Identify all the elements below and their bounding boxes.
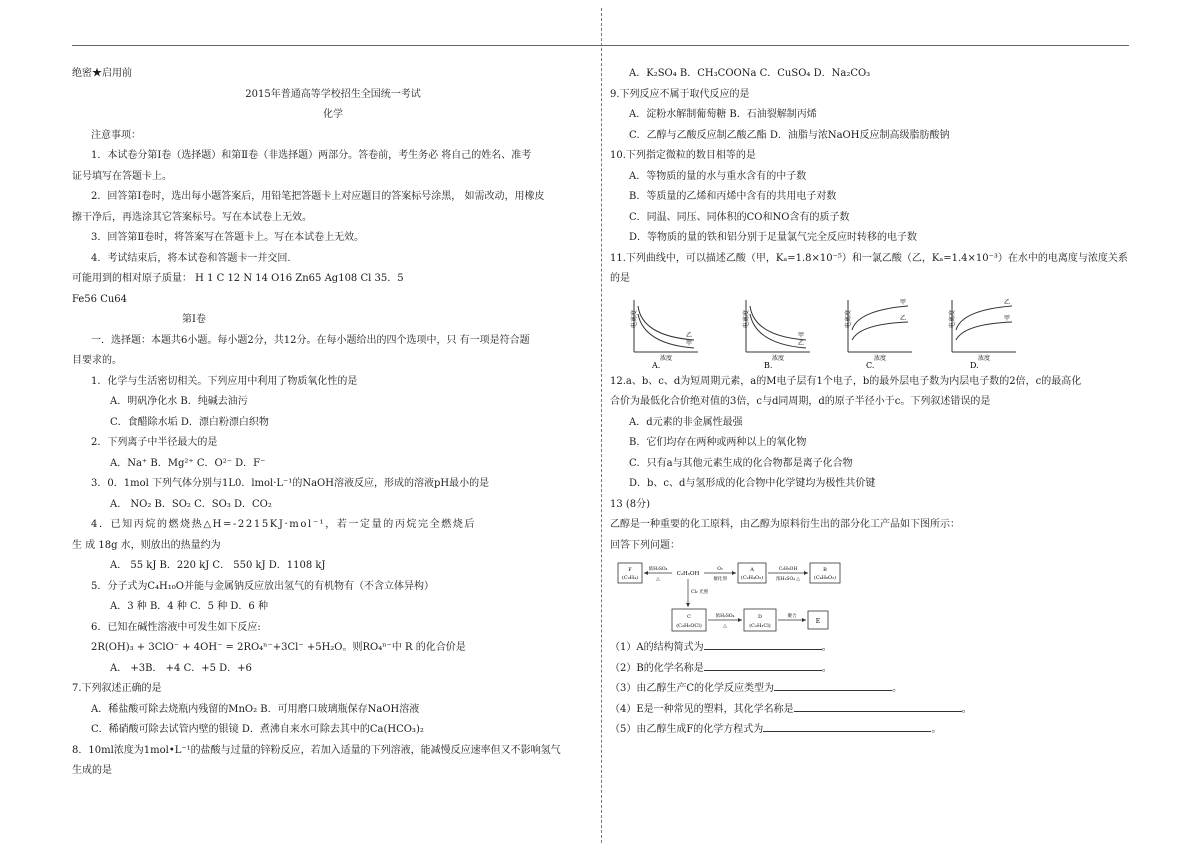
question-11-graphs [610, 296, 1130, 370]
answer-blank-3 [774, 680, 892, 691]
notes-title: 注意事项： [91, 129, 141, 141]
period: 。 [892, 683, 903, 694]
answer-blank-4 [794, 701, 962, 712]
question-2-options: A．Na⁺ B．Mg²⁺ C．O²⁻ D．F⁻ [110, 457, 266, 469]
answer-blank-5 [763, 721, 931, 732]
question-1-options-ab: A．明矾净化水 B．纯碱去油污 [110, 396, 248, 407]
subject-title: 化学 [323, 109, 343, 120]
flow-cond-1b: △ [656, 577, 660, 582]
graph-d-series-jia: 甲 [1004, 314, 1011, 322]
flow-cond-3b: 浓H₂SO₄ △ [776, 577, 800, 582]
note-2b: 擦干净后，再选涂其它答案标号。写在本试卷上无效。 [72, 211, 312, 223]
graph-a-ylabel: 电离度 [631, 309, 638, 328]
flow-cond-6: 聚合 [787, 614, 797, 619]
graph-b-label: B. [764, 360, 773, 370]
reaction-flowchart [610, 561, 1130, 635]
graph-d-series-yi: 乙 [1004, 298, 1011, 306]
question-12-option-b: B．它们均存在两种或两种以上的氧化物 [629, 437, 807, 448]
note-1b: 证号填写在答题卡上。 [72, 170, 172, 182]
question-10-option-d: D．等物质的量的铁和铝分别于足量氯气完全反应时转移的电子数 [629, 232, 918, 243]
secret-mark: 绝密★启用前 [72, 68, 132, 79]
question-12-option-d: D．b、c、d与氢形成的化合物中化学键均为极性共价键 [629, 478, 876, 489]
question-1: 1．化学与生活密切相关。下列应用中利用了物质氧化性的是 [91, 375, 358, 387]
answer-blank-2 [704, 660, 822, 671]
fold-line [601, 8, 602, 843]
sub-question-1 [610, 638, 1130, 659]
part-1-title: 第Ⅰ卷 [182, 314, 206, 325]
question-10: 10.下列指定微粒的数目相等的是 [610, 150, 756, 161]
sub-question-5 [610, 720, 1130, 741]
question-12-option-a: A．d元素的非金属性最强 [629, 416, 743, 428]
flow-cond-3: C₂H₅OH [778, 567, 798, 572]
period: 。 [821, 642, 832, 653]
flow-C-formula: (C₂H₅OCl) [676, 623, 702, 629]
flow-D-formula: (C₂H₃Cl) [749, 623, 771, 629]
flow-cond-5b: △ [723, 624, 727, 629]
flow-E: E [815, 618, 821, 625]
flow-F-formula: (C₂H₄) [621, 575, 639, 581]
question-7: 7.下列叙述正确的是 [72, 683, 162, 694]
question-13-ask: 回答下列问题： [610, 539, 680, 551]
graph-c-series-jia: 甲 [900, 298, 907, 306]
graph-b-series-jia: 甲 [798, 331, 805, 339]
question-8-options: A．K₂SO₄ B．CH₃COONa C．CuSO₄ D．Na₂CO₃ [629, 68, 871, 79]
question-9-options-ab: A．淀粉水解制葡萄糖 B．石油裂解制丙烯 [629, 109, 817, 120]
period: 。 [961, 703, 972, 715]
atomic-mass-b: Fe56 Cu64 [72, 293, 128, 305]
period: 。 [821, 662, 832, 674]
question-4b: 生 成 18g 水，则放出的热量约为 [72, 539, 221, 551]
graph-a-xlabel: 浓度 [660, 354, 673, 362]
question-11b: 的是 [610, 273, 630, 284]
question-4a: 4．已知丙烷的燃烧热△H=-2215KJ·mol⁻¹，若一定量的丙烷完全燃烧后 [91, 519, 477, 530]
graph-c-ylabel: 电离度 [845, 309, 852, 328]
question-7-options-cd: C．稀硝酸可除去试管内壁的银镜 D．煮沸自来水可除去其中的Ca(HCO₃)₂ [91, 724, 424, 735]
flow-cond-1: 浓H₂SO₄ [648, 567, 668, 572]
flow-cond-2: O₂ [717, 567, 723, 572]
graph-a-series-jia: 甲 [686, 339, 693, 347]
question-3: 3．0．1mol 下列气体分别与1L0．lmol·L⁻¹的NaOH溶液反应，形成的溶液pH最小的是 [91, 478, 490, 489]
note-3: 3．回答第Ⅱ卷时，将答案写在答题卡上。写在本试卷上无效。 [91, 232, 365, 243]
graph-d-xlabel: 浓度 [978, 354, 991, 362]
sub-question-2-text: （2）B的化学名称是 [610, 662, 704, 674]
graph-b [734, 296, 814, 370]
question-8a: 8．10ml浓度为1mol•L⁻¹的盐酸与过量的锌粉反应，若加入适量的下列溶液，能减慢反应速率但又不影响氢气 [72, 744, 561, 756]
question-11a: 11.下列曲线中，可以描述乙酸（甲，Kₐ=1.8×10⁻⁵）和一氯乙酸（乙，Kₐ=1.4×10⁻³）在水中的电离度与浓度关系 [610, 252, 1128, 264]
question-9: 9.下列反应不属于取代反应的是 [610, 88, 750, 100]
question-12a: 12.a、b、c、d为短周期元素，a的M电子层有1个电子，b的最外层电子数为内层电子数的2倍，c的最高化 [610, 375, 1082, 387]
graph-c-xlabel: 浓度 [874, 354, 887, 362]
flow-cond-4: Cl₂ 光照 [691, 590, 709, 595]
flow-A-formula: (C₂H₄O₂) [740, 575, 764, 581]
question-8b: 生成的是 [72, 765, 112, 776]
question-6-options: A． +3B． +4 C．+5 D．+6 [110, 662, 252, 674]
flow-cond-5: 浓H₂SO₄ [715, 614, 735, 619]
answer-blank-1 [704, 639, 822, 650]
exam-title: 2015年普通高等学校招生全国统一考试 [245, 88, 421, 100]
section-1a: 一．选择题：本题共6小题。每小题2分，共12分。在每小题给出的四个选项中，只 有一项是符合题 [91, 334, 530, 346]
graph-d-ylabel: 电离度 [949, 309, 956, 328]
note-4: 4．考试结束后，将本试卷和答题卡一并交回. [91, 252, 291, 264]
question-5-options: A．3 种 B．4 种 C．5 种 D．6 种 [110, 601, 268, 612]
question-5: 5．分子式为C₄H₁₀O并能与金属钠反应放出氢气的有机物有（不含立体异构） [91, 580, 434, 592]
right-column [610, 64, 1130, 741]
section-1b: 目要求的。 [72, 355, 122, 366]
graph-d-label: D. [970, 360, 979, 370]
question-13-intro: 乙醇是一种重要的化工原料，由乙醇为原料衍生出的部分化工产品如下图所示： [610, 519, 960, 530]
question-7-options-ab: A．稀盐酸可除去烧瓶内残留的MnO₂ B．可用磨口玻璃瓶保存NaOH溶液 [91, 703, 420, 715]
graph-c-series-yi: 乙 [900, 314, 907, 322]
question-10-option-a: A．等物质的量的水与重水含有的中子数 [629, 170, 807, 182]
question-3-options: A． NO₂ B．SO₂ C．SO₃ D．CO₂ [110, 498, 272, 510]
graph-a-label: A. [652, 360, 661, 370]
graph-a [622, 296, 702, 370]
sub-question-4 [610, 700, 1130, 721]
graph-c-label: C. [866, 360, 875, 370]
graph-d [940, 296, 1020, 370]
flow-cond-2b: 催化剂 [713, 577, 727, 582]
graph-c [836, 296, 916, 370]
sub-question-4-text: （4）E是一种常见的塑料，其化学名称是 [610, 703, 794, 715]
left-column [72, 64, 594, 782]
flow-A: A [750, 567, 754, 573]
question-2: 2．下列离子中半径最大的是 [91, 437, 218, 448]
flow-D: D [757, 614, 763, 620]
sub-question-1-text: （1）A的结构简式为 [610, 642, 704, 653]
flow-ethanol: C₂H₅OH [676, 571, 700, 577]
graph-b-ylabel: 电离度 [743, 309, 750, 328]
question-4-options: A． 55 kJ B．220 kJ C． 550 kJ D．1108 kJ [110, 560, 326, 571]
period: 。 [931, 724, 942, 735]
question-1-options-cd: C．食醋除水垢 D．漂白粉漂白织物 [110, 416, 269, 428]
note-2a: 2．回答第Ⅰ卷时，选出每小题答案后，用铅笔把答题卡上对应题目的答案标号涂黑， 如需改动，用橡皮 [91, 191, 545, 202]
flow-B: B [823, 567, 827, 573]
question-12-option-c: C．只有a与其他元素生成的化合物都是离子化合物 [629, 457, 853, 469]
graph-b-series-yi: 乙 [798, 339, 805, 347]
graph-a-series-yi: 乙 [686, 331, 693, 339]
question-6: 6．已知在碱性溶液中可发生如下反应: [91, 621, 261, 633]
sub-question-3 [610, 679, 1130, 700]
sub-question-2 [610, 659, 1130, 680]
question-6-equation: 2R(OH)₃ + 3ClO⁻ + 4OH⁻ = 2RO₄ⁿ⁻+3Cl⁻ +5H₂O。则RO₄ⁿ⁻中 R 的化合价是 [91, 642, 466, 653]
flow-B-formula: (C₄H₈O₂) [813, 575, 837, 581]
question-9-options-cd: C．乙醇与乙酸反应制乙酸乙酯 D．油脂与浓NaOH反应制高级脂肪酸钠 [629, 129, 950, 141]
question-12b: 合价为最低化合价绝对值的3倍，c与d同周期，d的原子半径小于c。下列叙述错误的是 [610, 396, 991, 407]
note-1a: 1．本试卷分第Ⅰ卷（选择题）和第Ⅱ卷（非选择题）两部分。答卷前，考生务必 将自己的姓名、准考 [91, 150, 532, 161]
flow-F: F [628, 567, 632, 573]
sub-question-3-text: （3）由乙醇生产C的化学反应类型为 [610, 683, 775, 694]
graph-b-xlabel: 浓度 [772, 354, 785, 362]
question-10-option-b: B．等质量的乙烯和丙烯中含有的共用电子对数 [629, 191, 837, 202]
question-10-option-c: C．同温、同压、同体积的CO和NO含有的质子数 [629, 211, 850, 223]
sub-question-5-text: （5）由乙醇生成F的化学方程式为 [610, 724, 764, 735]
atomic-mass-a: 可能用到的相对原子质量： H 1 C 12 N 14 O16 Zn65 Ag108 Cl 35．5 [72, 273, 404, 284]
question-13: 13 (8分) [610, 498, 651, 510]
flow-C: C [687, 614, 691, 620]
